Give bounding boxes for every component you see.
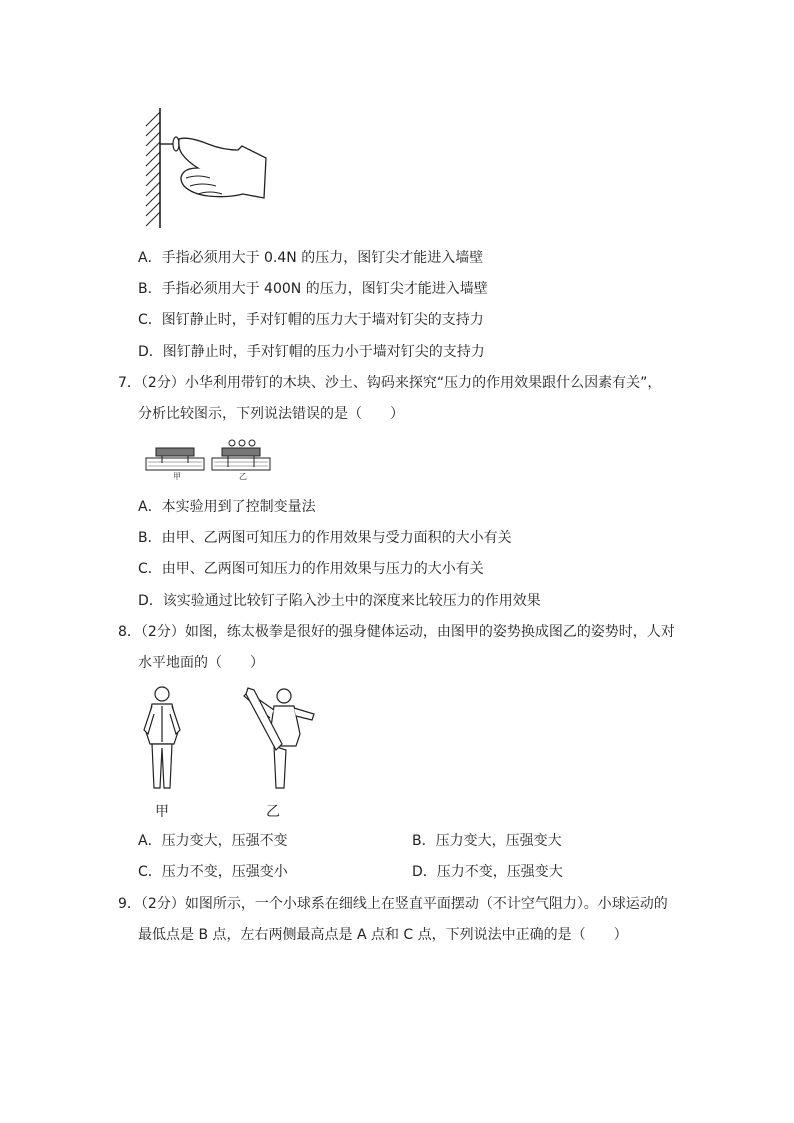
q7-option-d: D．该实验通过比较钉子陷入沙土中的深度来比较压力的作用效果 [138,593,541,609]
q8-stem-line1: 8．（2分）如图，练太极拳是很好的强身健体运动，由图甲的姿势换成图乙的姿势时，人对 [118,624,675,640]
pushpin-wall-figure [138,106,273,230]
q6-option-c: C．图钉静止时，手对钉帽的压力大于墙对钉尖的支持力 [138,312,484,328]
q8-option-a: A．压力变大，压强不变 [138,833,288,849]
q7-option-a: A．本实验用到了控制变量法 [138,499,316,515]
q7-stem-line1: 7．（2分）小华利用带钉的木块、沙土、钩码来探究“压力的作用效果跟什么因素有关”， [118,375,662,391]
q8-option-b: B．压力变大，压强变大 [412,833,562,849]
q6-option-a: A．手指必须用大于 0.4N 的压力，图钉尖才能进入墙壁 [138,250,484,266]
q8-stem-line2: 水平地面的（ ） [138,655,264,671]
q7-option-c: C．由甲、乙两图可知压力的作用效果与压力的大小有关 [138,561,484,577]
q6-option-b: B．手指必须用大于 400N 的压力，图钉尖才能进入墙壁 [138,281,488,297]
q8-fig-label-jia: 甲 [155,804,169,820]
q8-option-d: D．压力不变，压强变大 [412,864,563,880]
q8-fig-label-yi: 乙 [266,804,280,820]
q7-stem-line2: 分析比较图示，下列说法错误的是（ ） [138,406,404,422]
q7-option-b: B．由甲、乙两图可知压力的作用效果与受力面积的大小有关 [138,530,512,546]
q9-stem-line2: 最低点是 B 点，左右两侧最高点是 A 点和 C 点，下列说法中正确的是（ ） [138,927,628,943]
q7-fig-label-yi: 乙 [239,472,247,481]
sand-block-figure [144,436,274,482]
q9-stem-line1: 9．（2分）如图所示，一个小球系在细线上在竖直平面摆动（不计空气阻力）。小球运动的 [118,896,668,912]
q6-option-d: D．图钉静止时，手对钉帽的压力小于墙对钉尖的支持力 [138,344,485,360]
q8-option-c: C．压力不变，压强变小 [138,864,288,880]
taichi-pose-figure [136,684,326,796]
q7-fig-label-jia: 甲 [173,472,181,481]
